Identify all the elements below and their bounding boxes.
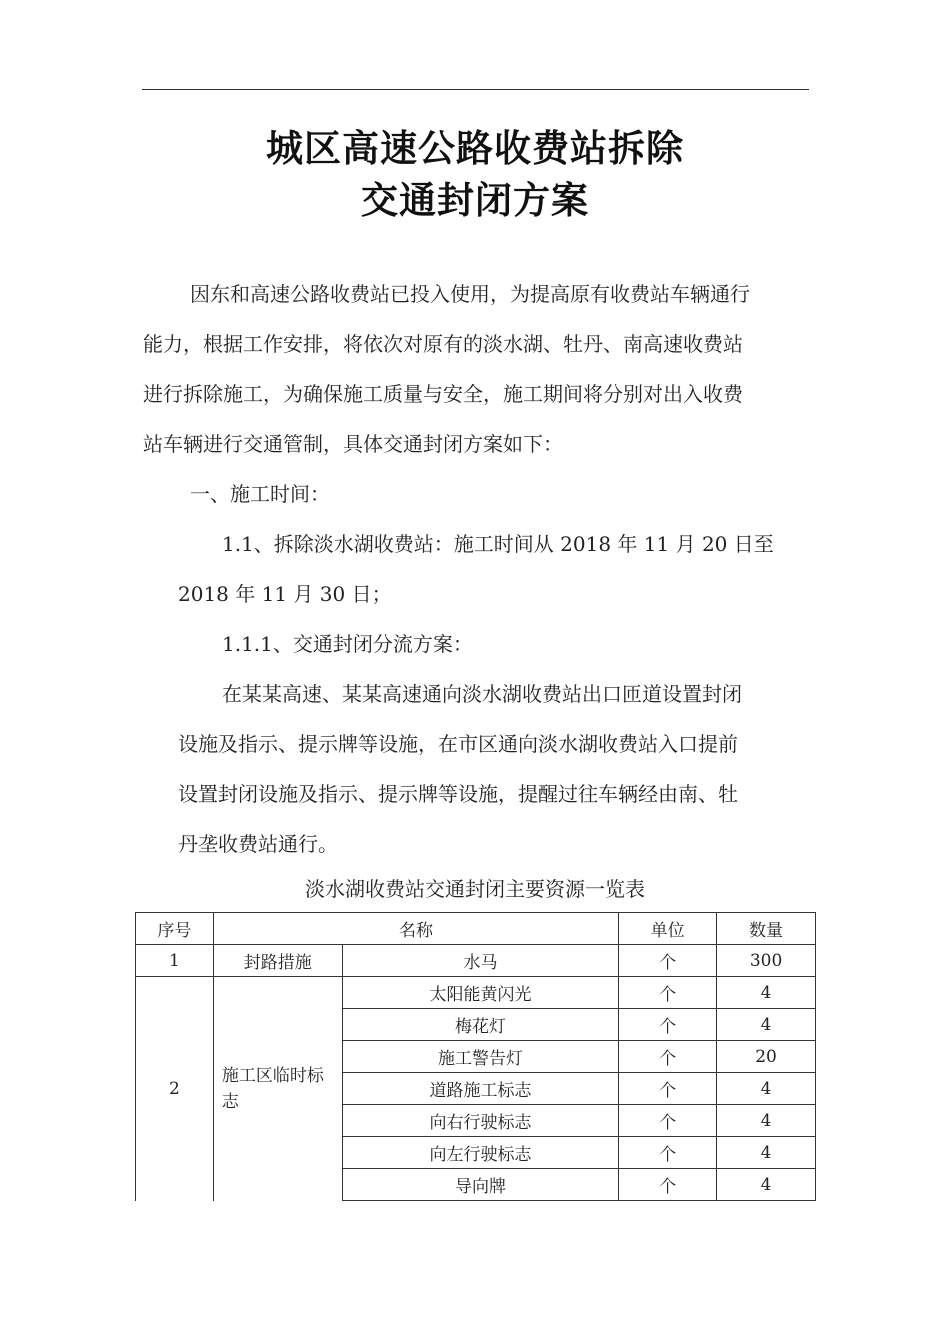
intro-line-3: 进行拆除施工，为确保施工质量与安全，施工期间将分别对出入收费: [143, 382, 743, 406]
header-seq: 序号: [136, 913, 214, 945]
row-name: 施工警告灯: [342, 1041, 619, 1073]
row-name: 太阳能黄闪光: [342, 977, 619, 1009]
row-qty: 4: [717, 977, 816, 1009]
row-name: 向左行驶标志: [342, 1137, 619, 1169]
plan-line-2: 设施及指示、提示牌等设施，在市区通向淡水湖收费站入口提前: [178, 732, 738, 756]
table-caption: 淡水湖收费站交通封闭主要资源一览表: [305, 877, 645, 901]
row-category: 封路措施: [213, 945, 342, 977]
row-qty: 20: [717, 1041, 816, 1073]
row-unit: 个: [619, 1041, 717, 1073]
intro-line-1: 因东和高速公路收费站已投入使用，为提高原有收费站车辆通行: [190, 282, 750, 306]
header-name: 名称: [213, 913, 618, 945]
row-unit: 个: [619, 945, 717, 977]
row-unit: 个: [619, 1169, 717, 1201]
row-seq: 1: [136, 945, 214, 977]
table-row: [136, 945, 816, 977]
resource-table: [135, 912, 816, 1201]
item-1-1-1-heading: 1.1.1、交通封闭分流方案：: [222, 632, 473, 656]
row-qty: 4: [717, 1137, 816, 1169]
row-qty: 4: [717, 1009, 816, 1041]
row-unit: 个: [619, 1009, 717, 1041]
plan-line-4: 丹垄收费站通行。: [178, 832, 338, 856]
document-title-line2: 交通封闭方案: [361, 179, 589, 222]
row-unit: 个: [619, 1073, 717, 1105]
table-header-row: [136, 913, 816, 945]
intro-line-4: 站车辆进行交通管制，具体交通封闭方案如下：: [143, 432, 563, 456]
row-name: 导向牌: [342, 1169, 619, 1201]
plan-line-1: 在某某高速、某某高速通向淡水湖收费站出口匝道设置封闭: [222, 682, 742, 706]
row-qty: 4: [717, 1073, 816, 1105]
row-category: 施工区临时标志: [213, 977, 342, 1201]
row-unit: 个: [619, 1105, 717, 1137]
header-unit: 单位: [619, 913, 717, 945]
row-qty: 4: [717, 1169, 816, 1201]
intro-line-2: 能力，根据工作安排，将依次对原有的淡水湖、牡丹、南高速收费站: [143, 332, 743, 356]
section-heading: 一、施工时间：: [190, 482, 330, 506]
row-name: 梅花灯: [342, 1009, 619, 1041]
row-name: 水马: [342, 945, 619, 977]
header-rule: [142, 89, 809, 90]
row-unit: 个: [619, 977, 717, 1009]
row-qty: 4: [717, 1105, 816, 1137]
row-qty: 300: [717, 945, 816, 977]
row-unit: 个: [619, 1137, 717, 1169]
plan-line-3: 设置封闭设施及指示、提示牌等设施，提醒过往车辆经由南、牡: [178, 782, 738, 806]
item-1-1-line-2: 2018 年 11 月 30 日；: [178, 582, 392, 606]
document-title-line1: 城区高速公路收费站拆除: [266, 127, 684, 170]
header-qty: 数量: [717, 913, 816, 945]
item-1-1-line-1: 1.1、拆除淡水湖收费站：施工时间从 2018 年 11 月 20 日至: [222, 532, 774, 556]
row-name: 道路施工标志: [342, 1073, 619, 1105]
row-seq: 2: [136, 977, 214, 1201]
row-name: 向右行驶标志: [342, 1105, 619, 1137]
table-row: [136, 977, 816, 1009]
